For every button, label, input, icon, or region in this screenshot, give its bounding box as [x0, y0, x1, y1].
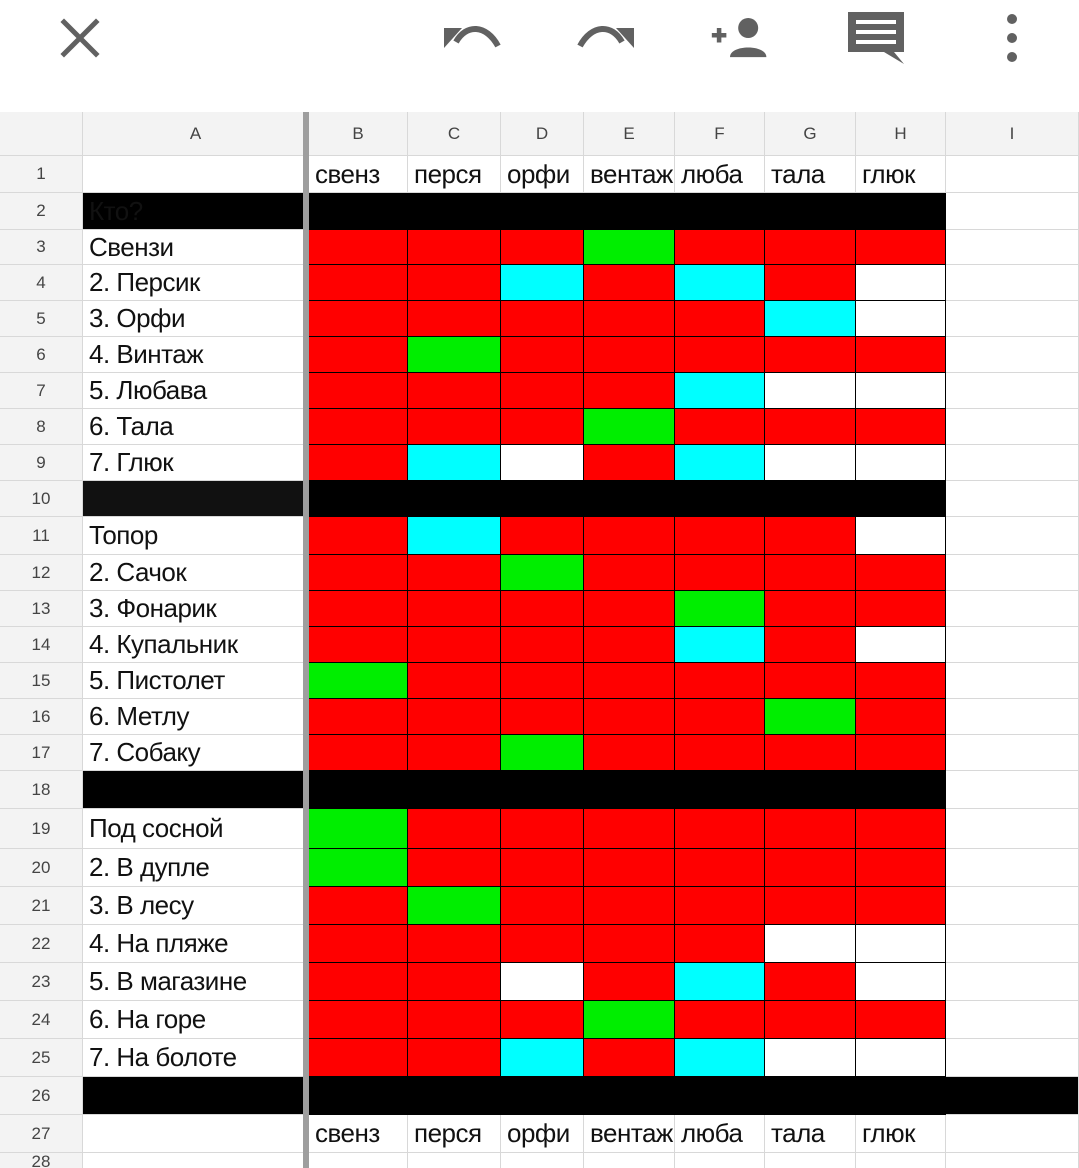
- cell-a16[interactable]: 6. Метлу: [83, 699, 309, 735]
- cell-g21[interactable]: [765, 887, 856, 925]
- cell-c19[interactable]: [408, 809, 501, 849]
- cell-d22[interactable]: [501, 925, 584, 963]
- cell-a26[interactable]: [83, 1077, 309, 1115]
- cell-b23[interactable]: [309, 963, 408, 1001]
- cell-h11[interactable]: [856, 517, 946, 555]
- cell-h3[interactable]: [856, 230, 946, 265]
- cell-b2[interactable]: [309, 193, 408, 230]
- cell-f27[interactable]: люба: [675, 1115, 765, 1153]
- cell-a10[interactable]: [83, 481, 309, 517]
- cell-a12[interactable]: 2. Сачок: [83, 555, 309, 591]
- cell-c11[interactable]: [408, 517, 501, 555]
- cell-f8[interactable]: [675, 409, 765, 445]
- cell-d23[interactable]: [501, 963, 584, 1001]
- cell-i2[interactable]: [946, 193, 1079, 230]
- cell-a2[interactable]: Кто?: [83, 193, 309, 230]
- cell-h1[interactable]: глюк: [856, 156, 946, 193]
- cell-b10[interactable]: [309, 481, 408, 517]
- cell-a13[interactable]: 3. Фонарик: [83, 591, 309, 627]
- undo-icon[interactable]: [442, 10, 502, 66]
- cell-c1[interactable]: перся: [408, 156, 501, 193]
- column-header-f[interactable]: F: [675, 112, 765, 156]
- cell-h7[interactable]: [856, 373, 946, 409]
- cell-d2[interactable]: [501, 193, 584, 230]
- cell-a8[interactable]: 6. Тала: [83, 409, 309, 445]
- cell-c2[interactable]: [408, 193, 501, 230]
- cell-f28[interactable]: [675, 1153, 765, 1168]
- cell-e14[interactable]: [584, 627, 675, 663]
- spreadsheet-grid[interactable]: [0, 112, 1079, 1168]
- cell-b20[interactable]: [309, 849, 408, 887]
- cell-a6[interactable]: 4. Винтаж: [83, 337, 309, 373]
- cell-i3[interactable]: [946, 230, 1079, 265]
- cell-f14[interactable]: [675, 627, 765, 663]
- cell-h9[interactable]: [856, 445, 946, 481]
- cell-g28[interactable]: [765, 1153, 856, 1168]
- cell-h20[interactable]: [856, 849, 946, 887]
- cell-e27[interactable]: вентаж: [584, 1115, 675, 1153]
- row-header-2[interactable]: 2: [0, 193, 83, 230]
- cell-h13[interactable]: [856, 591, 946, 627]
- cell-b5[interactable]: [309, 301, 408, 337]
- column-header-b[interactable]: B: [309, 112, 408, 156]
- cell-g16[interactable]: [765, 699, 856, 735]
- cell-d10[interactable]: [501, 481, 584, 517]
- cell-c24[interactable]: [408, 1001, 501, 1039]
- row-header-8[interactable]: 8: [0, 409, 83, 445]
- row-header-12[interactable]: 12: [0, 555, 83, 591]
- cell-g27[interactable]: тала: [765, 1115, 856, 1153]
- cell-b18[interactable]: [309, 771, 408, 809]
- cell-i13[interactable]: [946, 591, 1079, 627]
- cell-f18[interactable]: [675, 771, 765, 809]
- cell-h28[interactable]: [856, 1153, 946, 1168]
- cell-c5[interactable]: [408, 301, 501, 337]
- cell-b16[interactable]: [309, 699, 408, 735]
- more-vert-icon[interactable]: [982, 10, 1042, 66]
- cell-d6[interactable]: [501, 337, 584, 373]
- cell-d7[interactable]: [501, 373, 584, 409]
- cell-i11[interactable]: [946, 517, 1079, 555]
- cell-d17[interactable]: [501, 735, 584, 771]
- cell-e26[interactable]: [584, 1077, 675, 1115]
- cell-c20[interactable]: [408, 849, 501, 887]
- cell-c23[interactable]: [408, 963, 501, 1001]
- cell-i26[interactable]: [946, 1077, 1079, 1115]
- row-header-20[interactable]: 20: [0, 849, 83, 887]
- row-header-5[interactable]: 5: [0, 301, 83, 337]
- cell-h23[interactable]: [856, 963, 946, 1001]
- cell-b28[interactable]: [309, 1153, 408, 1168]
- cell-g10[interactable]: [765, 481, 856, 517]
- cell-c17[interactable]: [408, 735, 501, 771]
- cell-a23[interactable]: 5. В магазине: [83, 963, 309, 1001]
- cell-f5[interactable]: [675, 301, 765, 337]
- row-header-25[interactable]: 25: [0, 1039, 83, 1077]
- cell-f6[interactable]: [675, 337, 765, 373]
- cell-b9[interactable]: [309, 445, 408, 481]
- cell-b25[interactable]: [309, 1039, 408, 1077]
- cell-a9[interactable]: 7. Глюк: [83, 445, 309, 481]
- cell-b11[interactable]: [309, 517, 408, 555]
- cell-b15[interactable]: [309, 663, 408, 699]
- cell-b7[interactable]: [309, 373, 408, 409]
- row-header-1[interactable]: 1: [0, 156, 83, 193]
- cell-i12[interactable]: [946, 555, 1079, 591]
- cell-g8[interactable]: [765, 409, 856, 445]
- cell-e9[interactable]: [584, 445, 675, 481]
- cell-e6[interactable]: [584, 337, 675, 373]
- cell-c10[interactable]: [408, 481, 501, 517]
- cell-a20[interactable]: 2. В дупле: [83, 849, 309, 887]
- cell-f19[interactable]: [675, 809, 765, 849]
- freeze-column-divider[interactable]: [303, 112, 309, 1168]
- cell-e11[interactable]: [584, 517, 675, 555]
- cell-g5[interactable]: [765, 301, 856, 337]
- cell-e8[interactable]: [584, 409, 675, 445]
- cell-d3[interactable]: [501, 230, 584, 265]
- row-header-27[interactable]: 27: [0, 1115, 83, 1153]
- row-header-21[interactable]: 21: [0, 887, 83, 925]
- cell-c27[interactable]: перся: [408, 1115, 501, 1153]
- cell-a14[interactable]: 4. Купальник: [83, 627, 309, 663]
- cell-f9[interactable]: [675, 445, 765, 481]
- row-header-15[interactable]: 15: [0, 663, 83, 699]
- cell-a17[interactable]: 7. Собаку: [83, 735, 309, 771]
- cell-d24[interactable]: [501, 1001, 584, 1039]
- cell-e28[interactable]: [584, 1153, 675, 1168]
- cell-f1[interactable]: люба: [675, 156, 765, 193]
- cell-c14[interactable]: [408, 627, 501, 663]
- redo-icon[interactable]: [576, 10, 636, 66]
- cell-h4[interactable]: [856, 265, 946, 301]
- cell-b13[interactable]: [309, 591, 408, 627]
- row-header-26[interactable]: 26: [0, 1077, 83, 1115]
- cell-f7[interactable]: [675, 373, 765, 409]
- cell-e1[interactable]: вентаж: [584, 156, 675, 193]
- cell-g23[interactable]: [765, 963, 856, 1001]
- cell-d4[interactable]: [501, 265, 584, 301]
- row-header-28[interactable]: 28: [0, 1153, 83, 1168]
- cell-d26[interactable]: [501, 1077, 584, 1115]
- cell-c4[interactable]: [408, 265, 501, 301]
- cell-f24[interactable]: [675, 1001, 765, 1039]
- cell-a28[interactable]: [83, 1153, 309, 1168]
- cell-d5[interactable]: [501, 301, 584, 337]
- cell-h6[interactable]: [856, 337, 946, 373]
- cell-g22[interactable]: [765, 925, 856, 963]
- cell-i17[interactable]: [946, 735, 1079, 771]
- cell-d12[interactable]: [501, 555, 584, 591]
- row-header-16[interactable]: 16: [0, 699, 83, 735]
- cell-g24[interactable]: [765, 1001, 856, 1039]
- cell-g20[interactable]: [765, 849, 856, 887]
- select-all-corner[interactable]: [0, 112, 83, 156]
- cell-a22[interactable]: 4. На пляже: [83, 925, 309, 963]
- cell-a3[interactable]: Свензи: [83, 230, 309, 265]
- column-header-d[interactable]: D: [501, 112, 584, 156]
- comment-icon[interactable]: [846, 10, 906, 66]
- cell-i18[interactable]: [946, 771, 1079, 809]
- row-header-19[interactable]: 19: [0, 809, 83, 849]
- row-header-11[interactable]: 11: [0, 517, 83, 555]
- cell-e3[interactable]: [584, 230, 675, 265]
- cell-i27[interactable]: [946, 1115, 1079, 1153]
- cell-d25[interactable]: [501, 1039, 584, 1077]
- cell-i23[interactable]: [946, 963, 1079, 1001]
- cell-f21[interactable]: [675, 887, 765, 925]
- cell-i7[interactable]: [946, 373, 1079, 409]
- cell-a21[interactable]: 3. В лесу: [83, 887, 309, 925]
- cell-d13[interactable]: [501, 591, 584, 627]
- cell-i6[interactable]: [946, 337, 1079, 373]
- cell-h22[interactable]: [856, 925, 946, 963]
- cell-e13[interactable]: [584, 591, 675, 627]
- cell-f15[interactable]: [675, 663, 765, 699]
- row-header-24[interactable]: 24: [0, 1001, 83, 1039]
- cell-b21[interactable]: [309, 887, 408, 925]
- cell-h5[interactable]: [856, 301, 946, 337]
- cell-i24[interactable]: [946, 1001, 1079, 1039]
- cell-c8[interactable]: [408, 409, 501, 445]
- cell-b4[interactable]: [309, 265, 408, 301]
- cell-f23[interactable]: [675, 963, 765, 1001]
- row-header-13[interactable]: 13: [0, 591, 83, 627]
- cell-e18[interactable]: [584, 771, 675, 809]
- row-header-3[interactable]: 3: [0, 230, 83, 265]
- column-header-c[interactable]: C: [408, 112, 501, 156]
- cell-i10[interactable]: [946, 481, 1079, 517]
- cell-i1[interactable]: [946, 156, 1079, 193]
- toolbar: [0, 0, 1079, 113]
- cell-i4[interactable]: [946, 265, 1079, 301]
- cell-i15[interactable]: [946, 663, 1079, 699]
- cell-d20[interactable]: [501, 849, 584, 887]
- cell-d16[interactable]: [501, 699, 584, 735]
- cell-c25[interactable]: [408, 1039, 501, 1077]
- cell-e10[interactable]: [584, 481, 675, 517]
- cell-e19[interactable]: [584, 809, 675, 849]
- cell-d19[interactable]: [501, 809, 584, 849]
- cell-f16[interactable]: [675, 699, 765, 735]
- cell-e15[interactable]: [584, 663, 675, 699]
- cell-e23[interactable]: [584, 963, 675, 1001]
- cell-d8[interactable]: [501, 409, 584, 445]
- cell-f25[interactable]: [675, 1039, 765, 1077]
- cell-h24[interactable]: [856, 1001, 946, 1039]
- cell-f13[interactable]: [675, 591, 765, 627]
- cell-e24[interactable]: [584, 1001, 675, 1039]
- cell-c18[interactable]: [408, 771, 501, 809]
- cell-h25[interactable]: [856, 1039, 946, 1077]
- cell-g7[interactable]: [765, 373, 856, 409]
- cell-e7[interactable]: [584, 373, 675, 409]
- cell-e25[interactable]: [584, 1039, 675, 1077]
- cell-a25[interactable]: 7. На болоте: [83, 1039, 309, 1077]
- cell-e20[interactable]: [584, 849, 675, 887]
- cell-c13[interactable]: [408, 591, 501, 627]
- cell-d11[interactable]: [501, 517, 584, 555]
- cell-i16[interactable]: [946, 699, 1079, 735]
- cell-b1[interactable]: свенз: [309, 156, 408, 193]
- cell-e2[interactable]: [584, 193, 675, 230]
- cell-d27[interactable]: орфи: [501, 1115, 584, 1153]
- cell-g3[interactable]: [765, 230, 856, 265]
- cell-a15[interactable]: 5. Пистолет: [83, 663, 309, 699]
- cell-i5[interactable]: [946, 301, 1079, 337]
- cell-h16[interactable]: [856, 699, 946, 735]
- cell-c21[interactable]: [408, 887, 501, 925]
- cell-a7[interactable]: 5. Любава: [83, 373, 309, 409]
- cell-h8[interactable]: [856, 409, 946, 445]
- cell-b22[interactable]: [309, 925, 408, 963]
- row-header-6[interactable]: 6: [0, 337, 83, 373]
- cell-a4[interactable]: 2. Персик: [83, 265, 309, 301]
- cell-i9[interactable]: [946, 445, 1079, 481]
- cell-i25[interactable]: [946, 1039, 1079, 1077]
- cell-g15[interactable]: [765, 663, 856, 699]
- cell-d18[interactable]: [501, 771, 584, 809]
- cell-d14[interactable]: [501, 627, 584, 663]
- cell-c7[interactable]: [408, 373, 501, 409]
- cell-g25[interactable]: [765, 1039, 856, 1077]
- row-header-4[interactable]: 4: [0, 265, 83, 301]
- cell-g9[interactable]: [765, 445, 856, 481]
- cell-e5[interactable]: [584, 301, 675, 337]
- cell-g19[interactable]: [765, 809, 856, 849]
- cell-h15[interactable]: [856, 663, 946, 699]
- cell-a24[interactable]: 6. На горе: [83, 1001, 309, 1039]
- row-header-22[interactable]: 22: [0, 925, 83, 963]
- cell-i20[interactable]: [946, 849, 1079, 887]
- cell-g1[interactable]: тала: [765, 156, 856, 193]
- row-header-10[interactable]: 10: [0, 481, 83, 517]
- cell-b26[interactable]: [309, 1077, 408, 1115]
- column-header-i[interactable]: I: [946, 112, 1079, 156]
- cell-d1[interactable]: орфи: [501, 156, 584, 193]
- row-header-18[interactable]: 18: [0, 771, 83, 809]
- cell-g11[interactable]: [765, 517, 856, 555]
- add-person-icon[interactable]: [710, 10, 770, 66]
- cell-c3[interactable]: [408, 230, 501, 265]
- column-header-h[interactable]: H: [856, 112, 946, 156]
- cell-e4[interactable]: [584, 265, 675, 301]
- cell-a5[interactable]: 3. Орфи: [83, 301, 309, 337]
- cell-b14[interactable]: [309, 627, 408, 663]
- cell-g12[interactable]: [765, 555, 856, 591]
- cell-i22[interactable]: [946, 925, 1079, 963]
- cell-h2[interactable]: [856, 193, 946, 230]
- cell-h18[interactable]: [856, 771, 946, 809]
- column-header-g[interactable]: G: [765, 112, 856, 156]
- cell-f11[interactable]: [675, 517, 765, 555]
- cell-g4[interactable]: [765, 265, 856, 301]
- cell-e17[interactable]: [584, 735, 675, 771]
- cell-f12[interactable]: [675, 555, 765, 591]
- cell-h12[interactable]: [856, 555, 946, 591]
- cell-a1[interactable]: [83, 156, 309, 193]
- cell-h27[interactable]: глюк: [856, 1115, 946, 1153]
- cell-c28[interactable]: [408, 1153, 501, 1168]
- cell-f3[interactable]: [675, 230, 765, 265]
- cell-b12[interactable]: [309, 555, 408, 591]
- cell-e12[interactable]: [584, 555, 675, 591]
- row-header-14[interactable]: 14: [0, 627, 83, 663]
- cell-f22[interactable]: [675, 925, 765, 963]
- cell-c16[interactable]: [408, 699, 501, 735]
- cell-e21[interactable]: [584, 887, 675, 925]
- cell-i19[interactable]: [946, 809, 1079, 849]
- cell-c22[interactable]: [408, 925, 501, 963]
- cell-g26[interactable]: [765, 1077, 856, 1115]
- cell-f4[interactable]: [675, 265, 765, 301]
- cell-i21[interactable]: [946, 887, 1079, 925]
- cell-a11[interactable]: Топор: [83, 517, 309, 555]
- cell-c6[interactable]: [408, 337, 501, 373]
- cell-h17[interactable]: [856, 735, 946, 771]
- column-header-a[interactable]: A: [83, 112, 309, 156]
- cell-a27[interactable]: [83, 1115, 309, 1153]
- cell-h21[interactable]: [856, 887, 946, 925]
- cell-h19[interactable]: [856, 809, 946, 849]
- cell-f20[interactable]: [675, 849, 765, 887]
- cell-h14[interactable]: [856, 627, 946, 663]
- cell-c15[interactable]: [408, 663, 501, 699]
- cell-i14[interactable]: [946, 627, 1079, 663]
- cell-c9[interactable]: [408, 445, 501, 481]
- cell-b17[interactable]: [309, 735, 408, 771]
- cell-f26[interactable]: [675, 1077, 765, 1115]
- cell-i28[interactable]: [946, 1153, 1079, 1168]
- cell-d21[interactable]: [501, 887, 584, 925]
- cell-b3[interactable]: [309, 230, 408, 265]
- row-header-23[interactable]: 23: [0, 963, 83, 1001]
- cell-b27[interactable]: свенз: [309, 1115, 408, 1153]
- cell-h10[interactable]: [856, 481, 946, 517]
- cell-h26[interactable]: [856, 1077, 946, 1115]
- row-header-17[interactable]: 17: [0, 735, 83, 771]
- cell-e22[interactable]: [584, 925, 675, 963]
- cell-c12[interactable]: [408, 555, 501, 591]
- column-header-e[interactable]: E: [584, 112, 675, 156]
- row-header-7[interactable]: 7: [0, 373, 83, 409]
- cell-b8[interactable]: [309, 409, 408, 445]
- cell-d28[interactable]: [501, 1153, 584, 1168]
- cell-g6[interactable]: [765, 337, 856, 373]
- cell-f17[interactable]: [675, 735, 765, 771]
- cell-f10[interactable]: [675, 481, 765, 517]
- cell-d9[interactable]: [501, 445, 584, 481]
- cell-g18[interactable]: [765, 771, 856, 809]
- cell-d15[interactable]: [501, 663, 584, 699]
- cell-g2[interactable]: [765, 193, 856, 230]
- cell-g13[interactable]: [765, 591, 856, 627]
- cell-c26[interactable]: [408, 1077, 501, 1115]
- cell-g17[interactable]: [765, 735, 856, 771]
- cell-a18[interactable]: [83, 771, 309, 809]
- cell-g14[interactable]: [765, 627, 856, 663]
- cell-b19[interactable]: [309, 809, 408, 849]
- close-icon[interactable]: [50, 10, 110, 66]
- cell-b24[interactable]: [309, 1001, 408, 1039]
- cell-i8[interactable]: [946, 409, 1079, 445]
- cell-b6[interactable]: [309, 337, 408, 373]
- cell-e16[interactable]: [584, 699, 675, 735]
- cell-a19[interactable]: Под сосной: [83, 809, 309, 849]
- cell-f2[interactable]: [675, 193, 765, 230]
- row-header-9[interactable]: 9: [0, 445, 83, 481]
